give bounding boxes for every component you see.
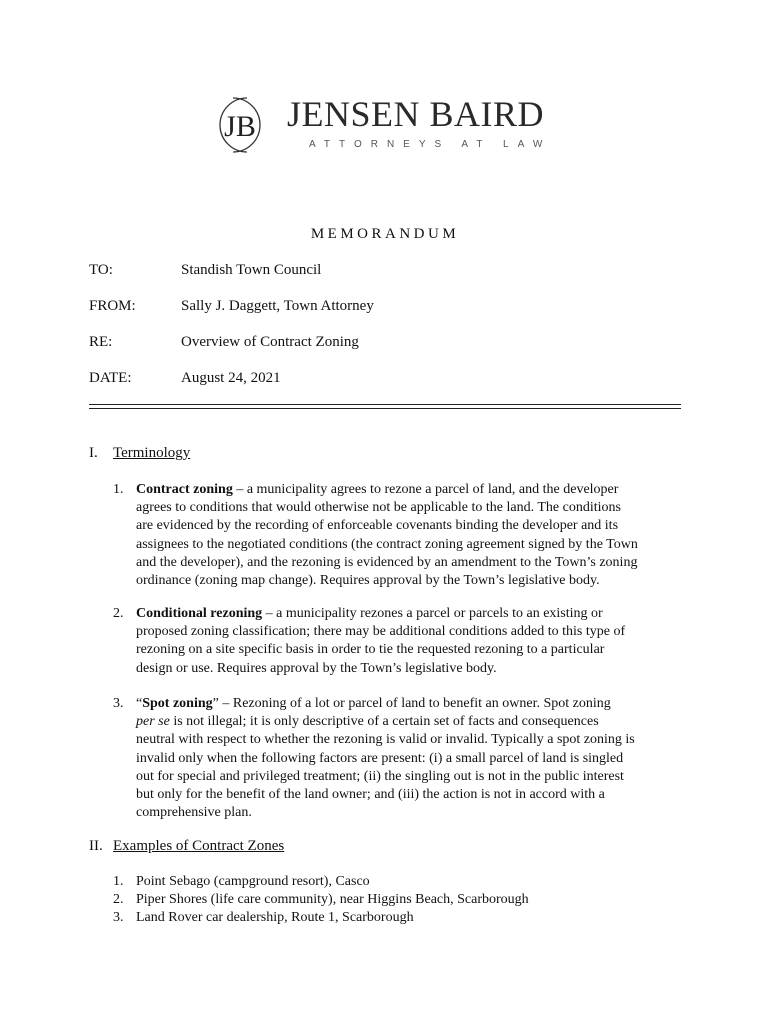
example-number: 1. [113,874,124,889]
re-label: RE: [89,334,113,350]
example-item [113,891,529,909]
item-line: design or use. Requires approval by the Town’s legislative body. [136,660,497,676]
example-item [113,909,414,927]
item-line: ordinance (zoning map change). Requires approval by the Town’s legislative body. [136,573,600,589]
item-number: 3. [113,696,124,711]
letterhead-logo [207,92,567,158]
item-number: 2. [113,606,124,621]
item-line: comprehensive plan. [136,805,252,821]
to-value: Standish Town Council [181,262,322,278]
item-italic-phrase: per se [136,714,170,730]
list-item-spot-zoning [113,695,683,822]
example-number: 3. [113,910,124,925]
header-divider-top [89,404,681,405]
item-line: – Rezoning of a lot or parcel of land to benefit an owner. Spot zoning [218,696,611,711]
item-line: and the developer), and the rezoning is evidenced by an amendment to the Town’s zoning [136,554,638,570]
item-term: Contract zoning [136,482,233,497]
item-line: but only for the benefit of the land owner; and (iii) the action is not in accord with a [136,787,605,803]
section-heading-examples [89,838,284,855]
item-line: – a municipality agrees to rezone a parcel of land, and the developer [232,482,619,497]
example-text: Point Sebago (campground resort), Casco [136,874,370,889]
item-term: Spot zoning [142,696,213,711]
item-line: out for special and privileged treatment; (ii) the singling out is not in the public interest [136,768,624,784]
list-item-conditional-rezoning [113,605,683,678]
firm-tagline: ATTORNEYS AT LAW [309,139,552,150]
date-label: DATE: [89,370,132,386]
jb-monogram-icon [207,92,273,158]
term-open-quote: “ [136,696,143,711]
example-text: Piper Shores (life care community), near Higgins Beach, Scarborough [136,892,529,907]
item-line: rezoning on a site specific basis in order to tie the requested rezoning to a particular [136,642,605,658]
term-close-quote: ” [212,696,219,711]
section-title: Terminology [113,445,191,461]
list-item-contract-zoning [113,481,683,590]
firm-name: JENSEN BAIRD [287,94,545,134]
item-line: agrees to conditions that would otherwise not be applicable to the land. The conditions [136,500,621,516]
example-number: 2. [113,892,124,907]
item-line: proposed zoning classification; there may be additional conditions added to this type of [136,624,626,640]
section-title: Examples of Contract Zones [113,838,285,854]
memo-title: MEMORANDUM [310,226,460,242]
monogram-text: JB [224,110,256,143]
section-number: I. [89,445,98,461]
example-text: Land Rover car dealership, Route 1, Scarborough [136,910,414,925]
from-value: Sally J. Daggett, Town Attorney [181,298,374,314]
date-value: August 24, 2021 [181,370,281,386]
item-line: assignees to the negotiated conditions (the contract zoning agreement signed by the Town [136,536,638,552]
header-divider-bottom [89,408,681,409]
from-label: FROM: [89,298,136,314]
section-number: II. [89,838,103,854]
item-term: Conditional rezoning [136,606,263,621]
item-line: invalid only when the following factors are present: (i) a small parcel of land is singled [136,750,624,766]
example-item [113,873,370,891]
re-value: Overview of Contract Zoning [181,334,359,350]
item-line: are evidenced by the recording of enforceable covenants binding the developer and its [136,518,619,534]
item-line: – a municipality rezones a parcel or parcels to an existing or [262,606,603,621]
section-heading-terminology [89,445,190,462]
to-label: TO: [89,262,113,278]
item-number: 1. [113,482,124,497]
item-line: is not illegal; it is only descriptive of a certain set of facts and consequences [169,714,599,730]
item-line: neutral with respect to whether the rezoning is valid or invalid. Typically a spot zoning is [136,732,635,748]
